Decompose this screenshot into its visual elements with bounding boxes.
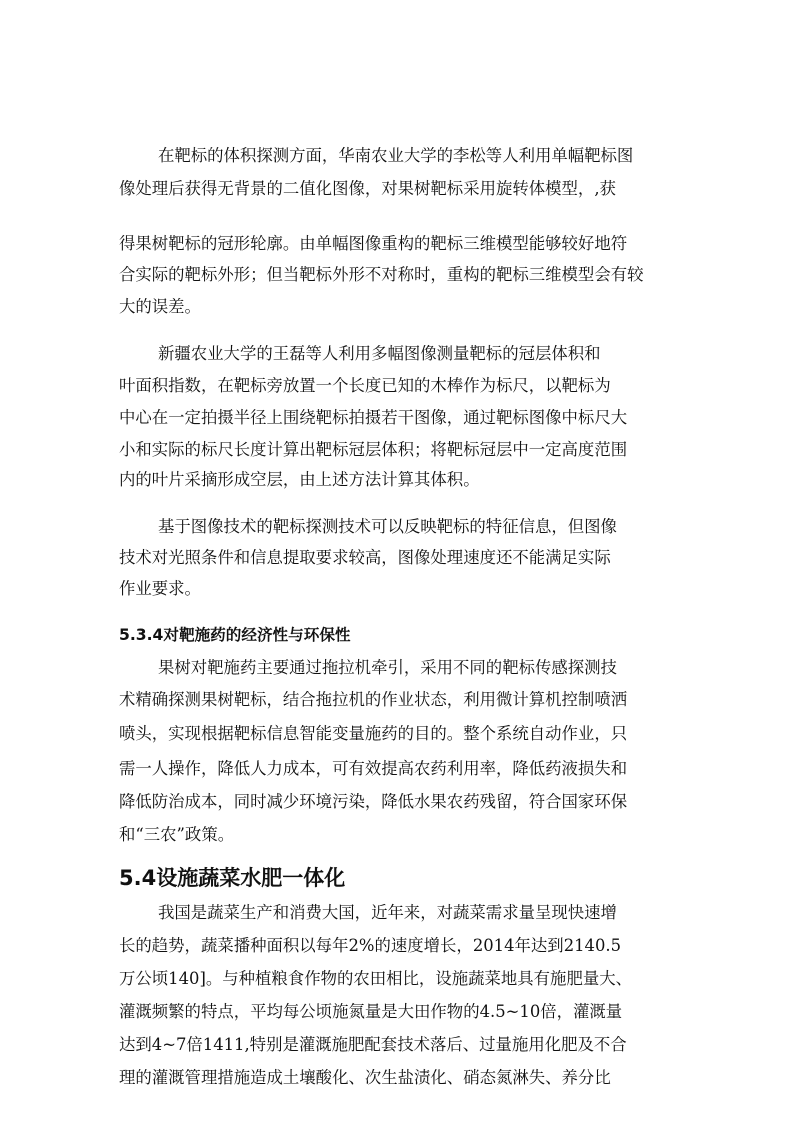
- paragraph-line: 叶面积指数，在靶标旁放置一个长度已知的木棒作为标尺，以靶标为: [119, 376, 611, 395]
- paragraph-line: 果树对靶施药主要通过拖拉机牵引，采用不同的靶标传感探测技: [158, 658, 617, 677]
- paragraph-line: 中心在一定拍摄半径上围绕靶标拍摄若干图像，通过靶标图像中标尺大: [119, 408, 628, 427]
- paragraph-line: 喷头，实现根据靶标信息智能变量施药的目的。整个系统自动作业，只: [119, 724, 628, 743]
- subsection-heading: 5.3.4对靶施药的经济性与环保性: [119, 626, 351, 644]
- paragraph-line: 技术对光照条件和信息提取要求较高，图像处理速度还不能满足实际: [119, 548, 611, 567]
- paragraph-line: 基于图像技术的靶标探测技术可以反映靶标的特征信息，但图像: [158, 517, 617, 536]
- section-heading: 5.4设施蔬菜水肥一体化: [119, 866, 346, 890]
- paragraph-line: 长的趋势，蔬菜播种面积以每年2%的速度增长，2014年达到2140.5: [119, 936, 622, 955]
- paragraph-line: 作业要求。: [119, 579, 201, 598]
- paragraph-line: 万公顷140]。与种植粮食作物的农田相比，设施蔬菜地具有施肥量大、: [119, 969, 633, 988]
- paragraph-line: 合实际的靶标外形；但当靶标外形不对称时，重构的靶标三维模型会有较: [119, 265, 644, 284]
- paragraph-line: 和“三农”政策。: [119, 825, 235, 844]
- paragraph-line: 内的叶片采摘形成空层，由上述方法计算其体积。: [119, 470, 480, 489]
- paragraph-line: 在靶标的体积探测方面，华南农业大学的李松等人利用单幅靶标图: [158, 146, 634, 165]
- paragraph-line: 灌溉频繁的特点，平均每公顷施氮量是大田作物的4.5~10倍，灌溉量: [119, 1002, 623, 1021]
- paragraph-line: 达到4~7倍1411,特别是灌溉施肥配套技术落后、过量施用化肥及不合: [119, 1035, 627, 1054]
- paragraph-line: 术精确探测果树靶标，结合拖拉机的作业状态，利用微计算机控制喷洒: [119, 690, 628, 709]
- paragraph-line: 小和实际的标尺长度计算出靶标冠层体积；将靶标冠层中一定高度范围: [119, 440, 628, 459]
- paragraph-line: 降低防治成本，同时减少环境污染，降低水果农药残留，符合国家环保: [119, 792, 628, 811]
- paragraph-line: 像处理后获得无背景的二值化图像，对果树靶标采用旋转体模型，,获: [119, 179, 616, 198]
- paragraph-line: 大的误差。: [119, 297, 201, 316]
- paragraph-line: 我国是蔬菜生产和消费大国，近年来，对蔬菜需求量呈现快速增: [158, 903, 617, 922]
- paragraph-line: 得果树靶标的冠形轮廓。由单幅图像重构的靶标三维模型能够较好地符: [119, 234, 628, 253]
- paragraph-line: 理的灌溉管理措施造成土壤酸化、次生盐渍化、硝态氮淋失、养分比: [119, 1068, 611, 1087]
- paragraph-line: 需一人操作，降低人力成本，可有效提高农药利用率，降低药液损失和: [119, 759, 628, 778]
- paragraph-line: 新疆农业大学的王磊等人利用多幅图像测量靶标的冠层体积和: [158, 344, 601, 363]
